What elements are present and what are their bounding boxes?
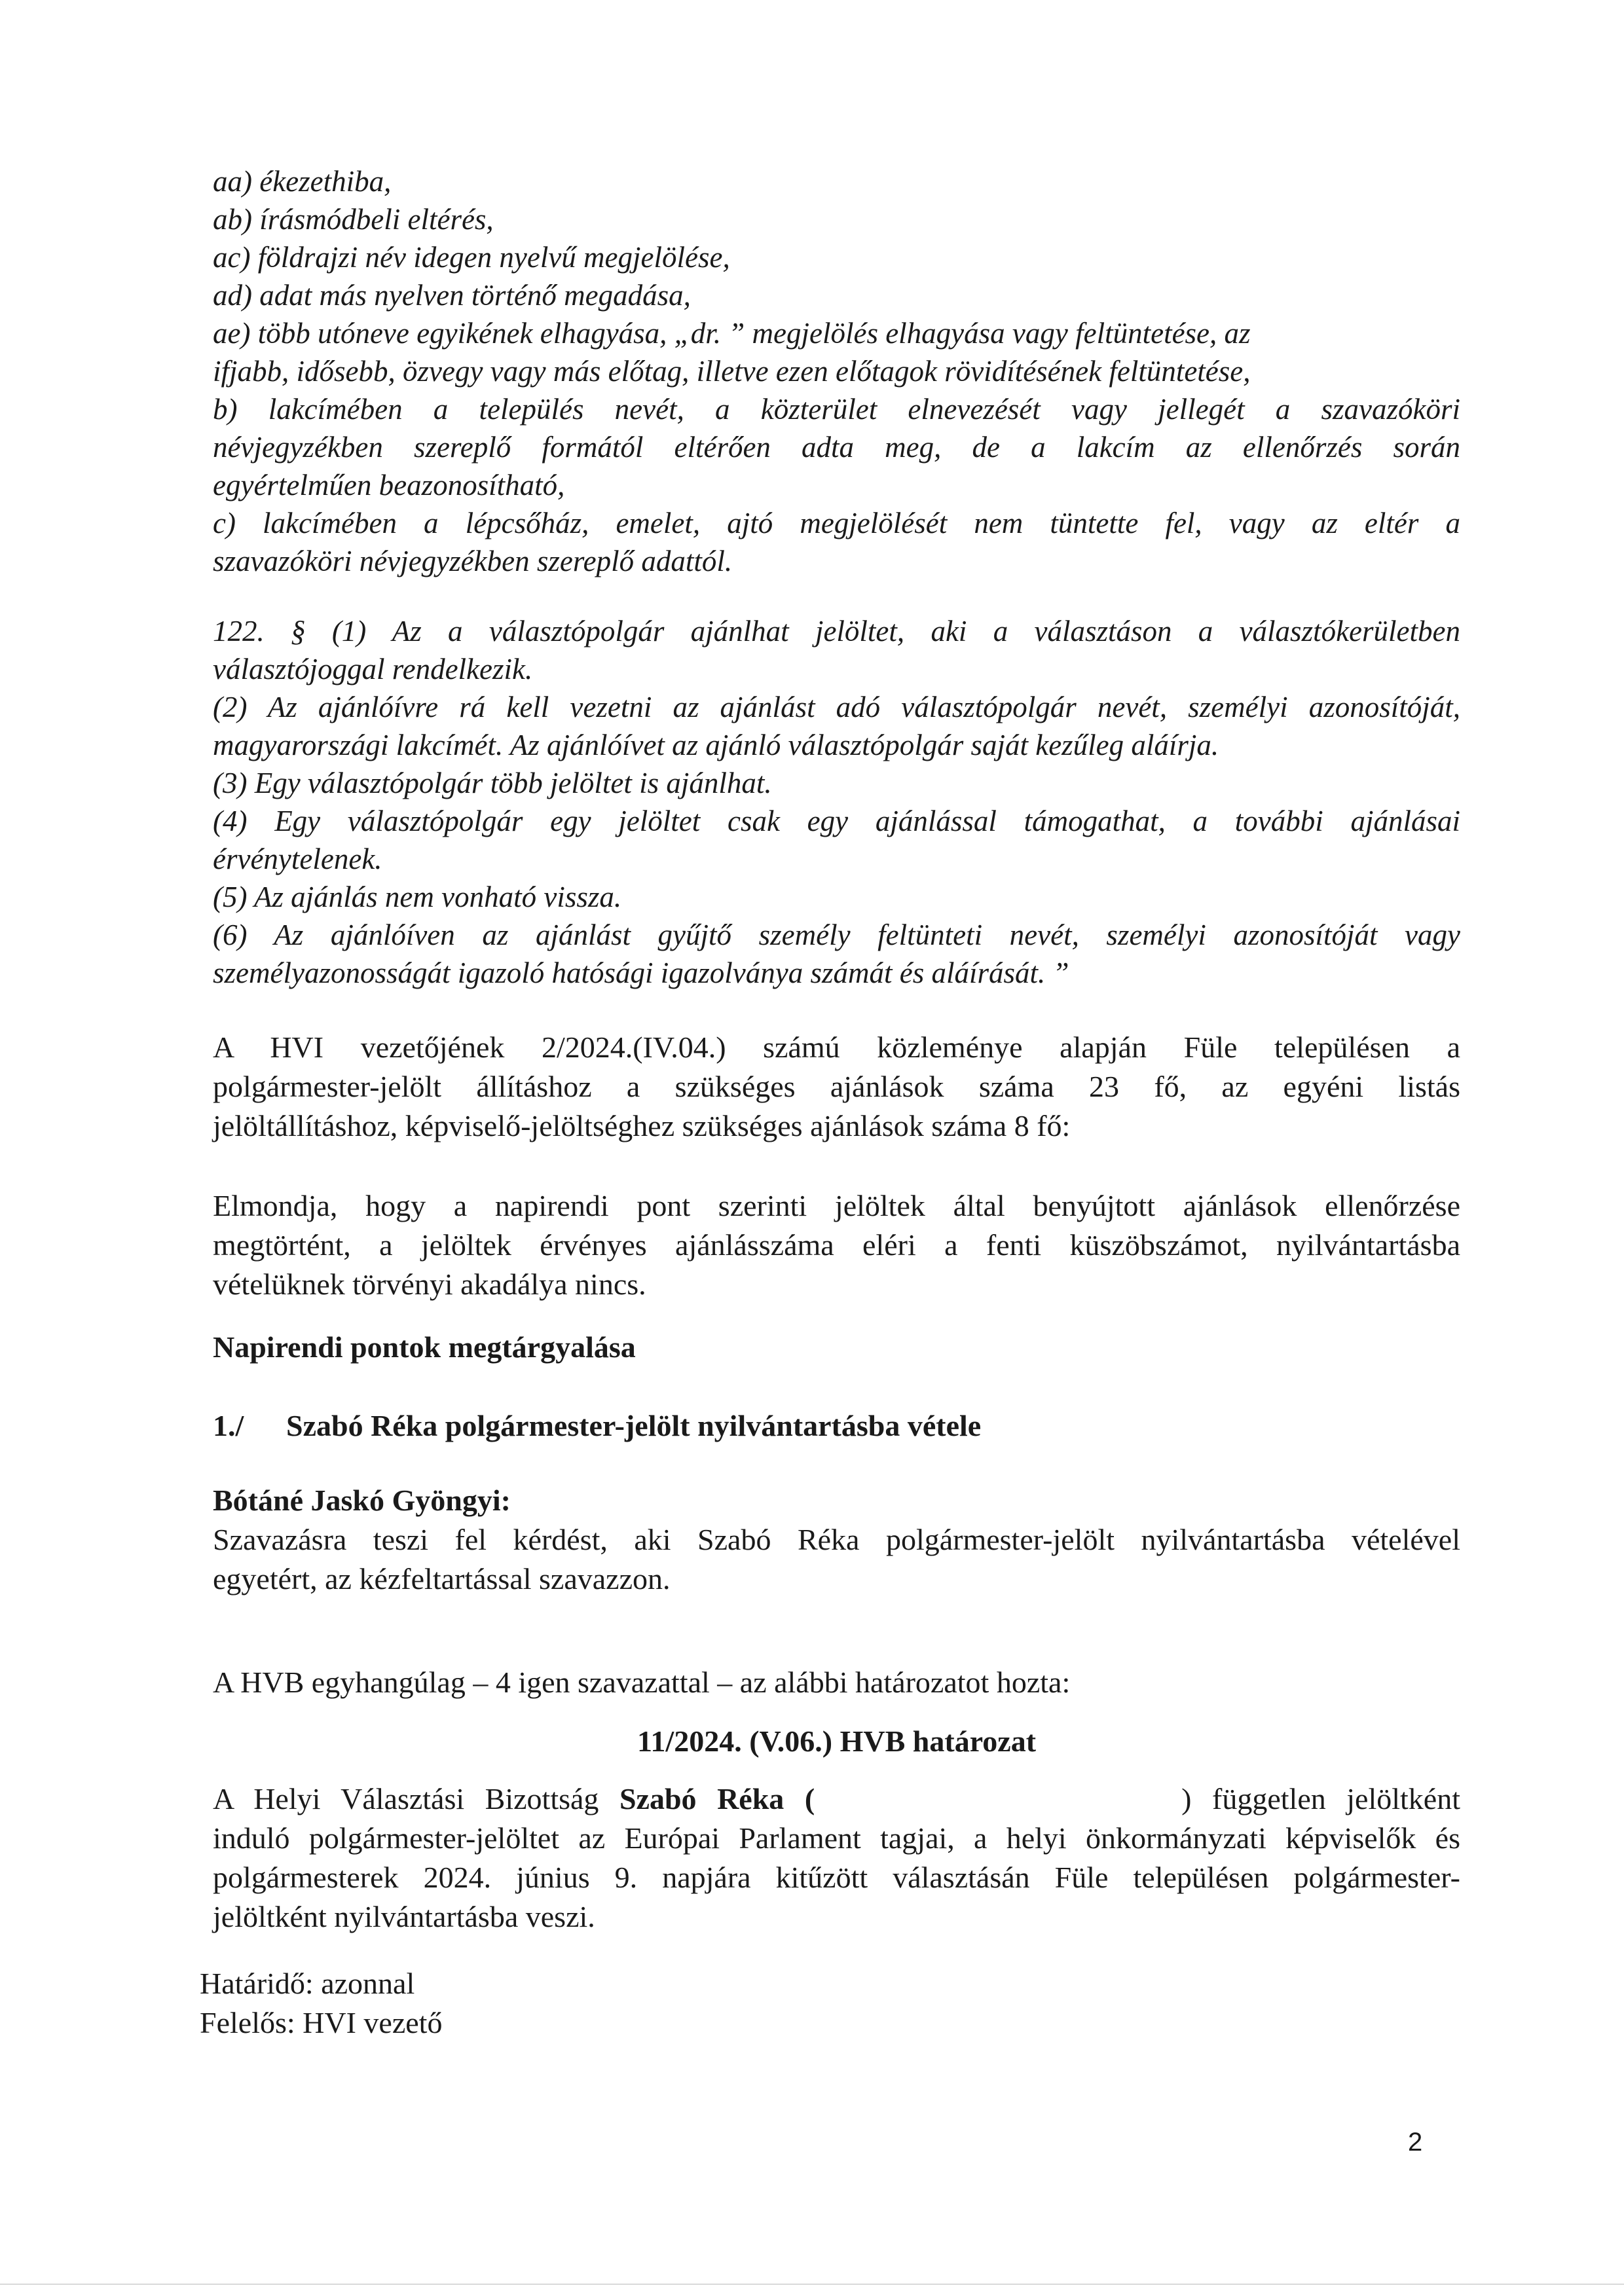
text-line: megtörtént, a jelöltek érvényes ajánlásszáma eléri a fenti küszöbszámot, nyilvántartásba bbox=[213, 1228, 1460, 1262]
resolution-body bbox=[213, 1779, 1460, 1937]
agenda-item-1 bbox=[213, 1406, 1460, 1446]
text-line: ac) földrajzi név idegen nyelvű megjelölése, bbox=[213, 241, 730, 274]
text-line: (5) Az ajánlás nem vonható vissza. bbox=[213, 881, 622, 913]
text-line: 122. § (1) Az a választópolgár ajánlhat jelöltet, aki a választáson a választókerületben bbox=[213, 615, 1460, 647]
text-line: érvénytelenek. bbox=[213, 843, 382, 875]
text-line: c) lakcímében a lépcsőház, emelet, ajtó megjelölését nem tüntette fel, vagy az eltér a bbox=[213, 507, 1460, 539]
text-line: polgármester-jelölt állításhoz a szükséges ajánlások száma 23 fő, az egyéni listás bbox=[213, 1070, 1460, 1103]
text-line: (6) Az ajánlóíven az ajánlást gyűjtő személy feltünteti nevét, személyi azonosítóját vagy bbox=[213, 919, 1460, 951]
text-line: ifjabb, idősebb, özvegy vagy más előtag, illetve ezen előtagok rövidítésének feltüntetése, bbox=[213, 355, 1251, 388]
text-line: A HVI vezetőjének 2/2024.(IV.04.) számú közleménye alapján Füle településen a bbox=[213, 1030, 1460, 1064]
text-line: jelöltállításhoz, képviselő-jelöltséghez szükséges ajánlások száma 8 fő: bbox=[213, 1109, 1071, 1142]
text-line: vételüknek törvényi akadálya nincs. bbox=[213, 1267, 646, 1301]
text-line: induló polgármester-jelöltet az Európai Parlament tagjai, a helyi önkormányzati képviselők és bbox=[213, 1821, 1460, 1855]
text-line: ab) írásmódbeli eltérés, bbox=[213, 203, 494, 236]
page-number: 2 bbox=[1408, 2128, 1423, 2157]
elmondja-paragraph bbox=[213, 1186, 1460, 1304]
vote-line bbox=[213, 1663, 1460, 1702]
law-quote-block-2 bbox=[213, 612, 1460, 992]
text-line: ae) több utóneve egyikének elhagyása, „dr. ” megjelölés elhagyása vagy feltüntetése, az bbox=[213, 317, 1251, 350]
resolution-post: ) független jelöltként bbox=[1181, 1782, 1460, 1815]
speaker-block bbox=[213, 1481, 1460, 1599]
agenda-heading-text: Napirendi pontok megtárgyalása bbox=[213, 1330, 636, 1364]
deadline-block bbox=[200, 1964, 1447, 2043]
resolution-pre: A Helyi Választási Bizottság bbox=[213, 1782, 619, 1815]
text-line: (3) Egy választópolgár több jelöltet is ajánlhat. bbox=[213, 767, 772, 799]
text-line: Szavazásra teszi fel kérdést, aki Szabó Réka polgármester-jelölt nyilvántartásba vételével bbox=[213, 1523, 1460, 1556]
deadline: Határidő: azonnal bbox=[200, 1967, 415, 2000]
responsible: Felelős: HVI vezető bbox=[200, 2006, 443, 2039]
item-title: Szabó Réka polgármester-jelölt nyilvántartásba vétele bbox=[286, 1409, 982, 1442]
text-line bbox=[213, 1779, 1460, 1819]
resolution-title-text: 11/2024. (V.06.) HVB határozat bbox=[637, 1724, 1037, 1758]
text-line: személyazonosságát igazoló hatósági igazolványa számát és aláírását. ” bbox=[213, 957, 1069, 989]
candidate-name: Szabó Réka bbox=[619, 1782, 784, 1815]
text-line: névjegyzékben szereplő formától eltérően adta meg, de a lakcím az ellenőrzés során bbox=[213, 431, 1460, 464]
text-line: választójoggal rendelkezik. bbox=[213, 653, 533, 685]
text-line: magyarországi lakcímét. Az ajánlóívet az ajánló választópolgár saját kezűleg aláírja. bbox=[213, 729, 1219, 761]
item-number: 1./ bbox=[213, 1409, 244, 1442]
text-line: Elmondja, hogy a napirendi pont szerinti jelöltek által benyújtott ajánlások ellenőrzése bbox=[213, 1189, 1460, 1222]
agenda-heading bbox=[213, 1328, 1460, 1367]
text-line: polgármesterek 2024. június 9. napjára kitűzött választásán Füle településen polgármester- bbox=[213, 1861, 1460, 1894]
resolution-title bbox=[213, 1722, 1460, 1761]
text-line: aa) ékezethiba, bbox=[213, 165, 392, 198]
text-line: egyértelműen beazonosítható, bbox=[213, 469, 565, 501]
speaker-name: Bótáné Jaskó Gyöngyi: bbox=[213, 1484, 511, 1517]
redacted-open: ( bbox=[784, 1782, 815, 1815]
hvi-paragraph bbox=[213, 1028, 1460, 1146]
text-line: jelöltként nyilvántartásba veszi. bbox=[213, 1900, 595, 1933]
text-line: (4) Egy választópolgár egy jelöltet csak egy ajánlással támogathat, a további ajánlásai bbox=[213, 805, 1460, 837]
law-quote-block-1 bbox=[213, 162, 1460, 580]
footer-divider bbox=[0, 2284, 1624, 2285]
text-line: b) lakcímében a település nevét, a közterület elnevezését vagy jellegét a szavazóköri bbox=[213, 393, 1460, 426]
text-line: szavazóköri névjegyzékben szereplő adattól. bbox=[213, 545, 733, 577]
text-line: (2) Az ajánlóívre rá kell vezetni az ajánlást adó választópolgár nevét, személyi azonosítóját, bbox=[213, 691, 1460, 723]
vote-text: A HVB egyhangúlag – 4 igen szavazattal – az alábbi határozatot hozta: bbox=[213, 1666, 1071, 1699]
text-line: egyetért, az kézfeltartással szavazzon. bbox=[213, 1562, 671, 1595]
text-line: ad) adat más nyelven történő megadása, bbox=[213, 279, 691, 312]
